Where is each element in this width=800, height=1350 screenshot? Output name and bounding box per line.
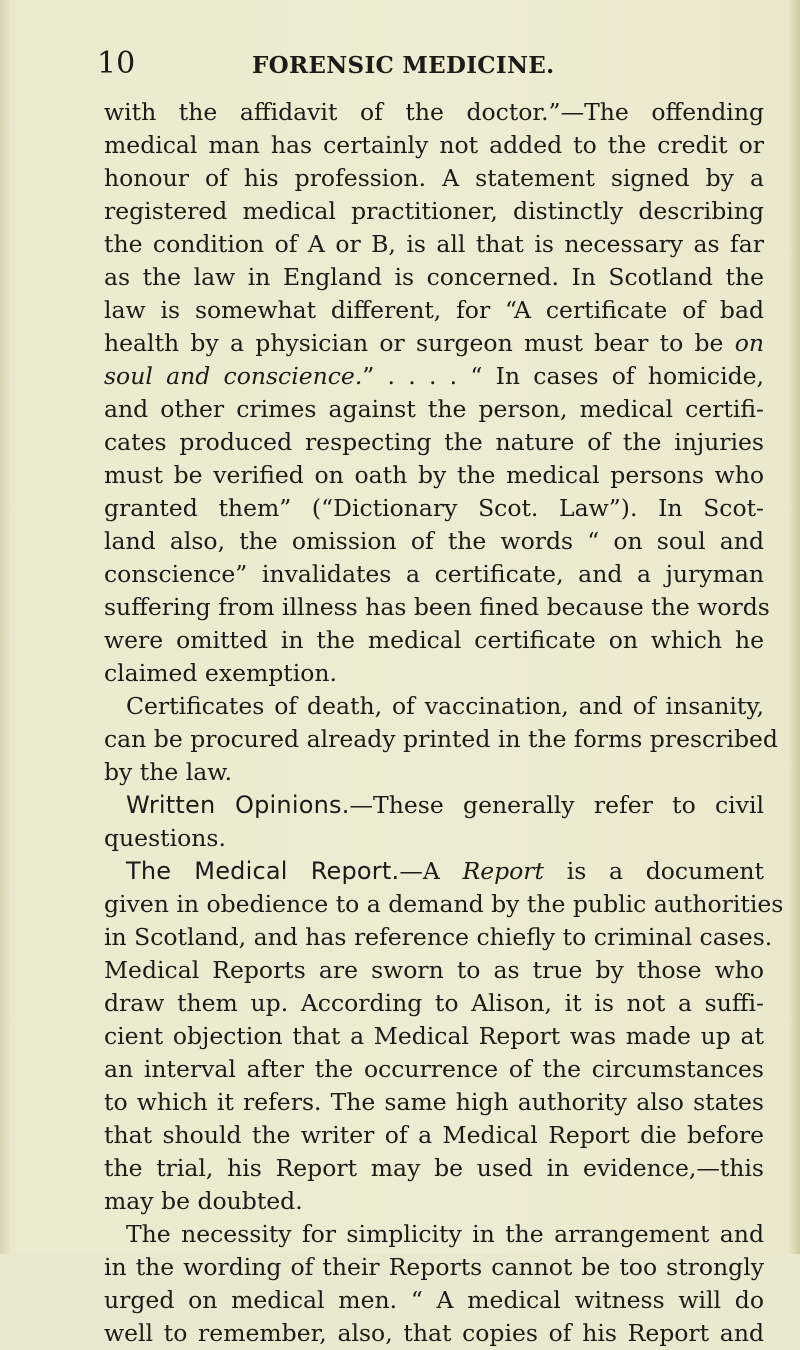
text-line bbox=[104, 822, 764, 855]
text-line bbox=[104, 1086, 764, 1119]
running-head: FORENSIC MEDICINE. bbox=[252, 52, 555, 79]
text-line bbox=[104, 96, 764, 129]
text-segment: Medical Reports are sworn to as true by those who bbox=[104, 956, 764, 984]
text-segment: claimed exemption. bbox=[104, 659, 338, 687]
text-line bbox=[104, 657, 764, 690]
text-segment: suffering from illness has been fined because the words bbox=[104, 593, 770, 621]
text-line bbox=[104, 1020, 764, 1053]
text-segment: in Scotland, and has reference chiefly to criminal cases. bbox=[104, 923, 773, 951]
text-segment: cates produced respecting the nature of the injuries bbox=[104, 428, 764, 456]
text-line bbox=[104, 129, 764, 162]
text-segment: the condition of A or B, is all that is necessary as far bbox=[104, 230, 764, 258]
text-line bbox=[104, 294, 764, 327]
text-segment: conscience” invalidates a certificate, and a juryman bbox=[104, 560, 764, 588]
text-segment: must be verified on oath by the medical persons who bbox=[104, 461, 764, 489]
text-segment: is a document bbox=[544, 857, 764, 885]
text-segment: with the affidavit of the doctor.”—The offending bbox=[104, 98, 764, 126]
text-line bbox=[104, 888, 784, 921]
text-line bbox=[104, 1053, 764, 1086]
text-segment: registered medical practitioner, distinctly describing bbox=[104, 197, 764, 225]
text-line bbox=[104, 228, 764, 261]
text-line bbox=[104, 1218, 764, 1251]
text-segment: draw them up. According to Alison, it is not a suffi- bbox=[104, 989, 764, 1017]
text-segment: questions. bbox=[104, 824, 226, 852]
text-line bbox=[104, 393, 764, 426]
text-line bbox=[104, 525, 764, 558]
italic-text: on bbox=[734, 329, 764, 357]
text-segment: law is somewhat different, for “A certificate of bad bbox=[104, 296, 764, 324]
text-line bbox=[104, 1152, 764, 1185]
text-line bbox=[104, 954, 764, 987]
text-line bbox=[104, 360, 764, 393]
page-gutter-shadow bbox=[0, 0, 10, 1254]
text-segment: well to remember, also, that copies of his Report and bbox=[104, 1319, 764, 1347]
text-segment: health by a physician or surgeon must bear to be bbox=[104, 329, 735, 357]
text-line bbox=[104, 426, 764, 459]
text-line bbox=[104, 261, 764, 294]
text-line bbox=[104, 624, 764, 657]
text-segment: —A bbox=[399, 857, 463, 885]
text-line bbox=[104, 162, 764, 195]
text-segment: given in obedience to a demand by the public authorities bbox=[104, 890, 784, 918]
text-segment: can be procured already printed in the forms prescribed bbox=[104, 725, 778, 753]
text-segment: were omitted in the medical certificate on which he bbox=[104, 626, 764, 654]
text-line bbox=[104, 591, 770, 624]
text-line bbox=[104, 921, 773, 954]
page-header bbox=[97, 44, 757, 84]
page-edge-shadow bbox=[788, 0, 800, 1254]
text-line bbox=[104, 1185, 764, 1218]
text-segment: ” . . . . “ In cases of homicide, bbox=[362, 362, 765, 390]
text-segment: —These generally refer to civil bbox=[349, 791, 764, 819]
section-sidehead: Written Opinions. bbox=[126, 791, 350, 819]
text-line bbox=[104, 1317, 764, 1350]
text-line bbox=[104, 492, 764, 525]
text-line bbox=[104, 855, 764, 888]
text-line bbox=[104, 1251, 764, 1284]
section-sidehead: The Medical Report. bbox=[126, 857, 400, 885]
italic-text: soul and conscience. bbox=[104, 362, 363, 390]
text-segment: urged on medical men. “ A medical witness will do bbox=[104, 1286, 764, 1314]
text-segment: honour of his profession. A statement signed by a bbox=[104, 164, 764, 192]
text-segment: The necessity for simplicity in the arrangement and bbox=[126, 1220, 764, 1248]
text-line bbox=[104, 195, 764, 228]
text-segment: may be doubted. bbox=[104, 1187, 303, 1215]
text-segment: by the law. bbox=[104, 758, 233, 786]
text-segment: medical man has certainly not added to the credit or bbox=[104, 131, 764, 159]
text-line bbox=[104, 327, 764, 360]
text-segment: cient objection that a Medical Report was made up at bbox=[104, 1022, 764, 1050]
text-line bbox=[104, 987, 764, 1020]
text-line bbox=[104, 723, 778, 756]
text-line bbox=[104, 459, 764, 492]
text-segment: an interval after the occurrence of the circumstances bbox=[104, 1055, 764, 1083]
text-line bbox=[104, 558, 764, 591]
text-line bbox=[104, 690, 764, 723]
text-segment: in the wording of their Reports cannot be too strongly bbox=[104, 1253, 764, 1281]
body-text bbox=[104, 96, 784, 1350]
text-segment: granted them” (“Dictionary Scot. Law”). In Scot- bbox=[104, 494, 764, 522]
text-segment: that should the writer of a Medical Report die before bbox=[104, 1121, 764, 1149]
text-line bbox=[104, 1119, 764, 1152]
italic-text: Report bbox=[462, 857, 544, 885]
text-segment: Certificates of death, of vaccination, and of insanity, bbox=[126, 692, 764, 720]
text-line bbox=[104, 1284, 764, 1317]
page-number: 10 bbox=[97, 46, 136, 81]
text-segment: the trial, his Report may be used in evidence,—this bbox=[104, 1154, 764, 1182]
text-segment: as the law in England is concerned. In Scotland the bbox=[104, 263, 764, 291]
text-segment: and other crimes against the person, medical certifi- bbox=[104, 395, 764, 423]
text-segment: land also, the omission of the words “ on soul and bbox=[104, 527, 764, 555]
text-line bbox=[104, 789, 764, 822]
text-segment: to which it refers. The same high authority also states bbox=[104, 1088, 764, 1116]
text-line bbox=[104, 756, 764, 789]
